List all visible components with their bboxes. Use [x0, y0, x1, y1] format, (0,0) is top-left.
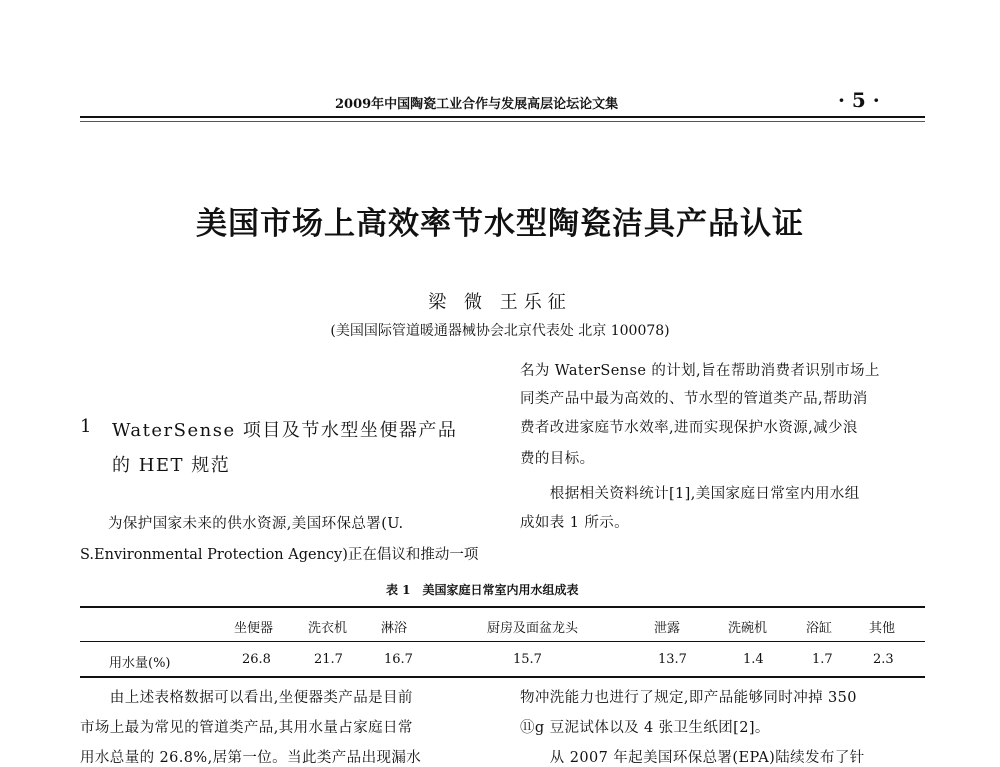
paragraph-line: 为保护国家未来的供水资源,美国环保总署(U. — [108, 516, 404, 532]
col-header: 坐便器 — [234, 621, 274, 636]
paragraph-line: ⑪g 豆泥试体以及 4 张卫生纸团[2]。 — [520, 720, 770, 736]
col-header: 厨房及面盆龙头 — [487, 621, 579, 636]
table-bottom-rule — [80, 676, 925, 678]
col-header: 洗碗机 — [728, 621, 768, 636]
table-caption: 表 1 美国家庭日常室内用水组成表 — [386, 583, 579, 597]
paragraph-line: 费者改进家庭节水效率,进而实现保护水资源,减少浪 — [520, 420, 858, 436]
col-header: 淋浴 — [381, 621, 408, 636]
paragraph-line: 市场上最为常见的管道类产品,其用水量占家庭日常 — [80, 720, 413, 736]
affiliation: (美国国际管道暖通器械协会北京代表处 北京 100078) — [330, 323, 670, 339]
cell-value: 1.4 — [743, 652, 764, 667]
paragraph-line: 成如表 1 所示。 — [520, 515, 630, 531]
cell-value: 1.7 — [812, 652, 833, 667]
table-top-rule — [80, 606, 925, 608]
cell-value: 21.7 — [314, 652, 343, 667]
paragraph-line: 费的目标。 — [520, 451, 595, 467]
cell-value: 15.7 — [513, 652, 542, 667]
cell-value: 2.3 — [873, 652, 894, 667]
paragraph-line: 根据相关资料统计[1],美国家庭日常室内用水组 — [520, 486, 860, 502]
paper-title: 美国市场上高效率节水型陶瓷洁具产品认证 — [196, 206, 804, 242]
col-header: 泄露 — [654, 621, 681, 636]
paragraph-line: 从 2007 年起美国环保总署(EPA)陆续发布了针 — [520, 750, 865, 766]
header-rule — [80, 116, 925, 118]
section-heading: WaterSense 项目及节水型坐便器产品 — [112, 420, 458, 441]
section-number: 1 — [80, 416, 93, 437]
paragraph-line: 名为 WaterSense 的计划,旨在帮助消费者识别市场上 — [520, 363, 880, 379]
paragraph-line: 同类产品中最为高效的、节水型的管道类产品,帮助消 — [520, 391, 868, 407]
table-mid-rule — [80, 641, 925, 642]
running-header: 2009年中国陶瓷工业合作与发展高层论坛论文集 — [335, 97, 619, 112]
cell-value: 16.7 — [384, 652, 413, 667]
paragraph-line: 由上述表格数据可以看出,坐便器类产品是目前 — [80, 690, 413, 706]
header-rule-thin — [80, 121, 925, 122]
col-header: 洗衣机 — [308, 621, 348, 636]
authors: 梁 微 王乐征 — [428, 292, 572, 313]
paragraph-line: S.Environmental Protection Agency)正在倡议和推动一项 — [80, 547, 479, 563]
paragraph-line: 物冲洗能力也进行了规定,即产品能够同时冲掉 350 — [520, 690, 857, 706]
row-label: 用水量(%) — [109, 656, 171, 671]
paragraph-line: 用水总量的 26.8%,居第一位。当此类产品出现漏水 — [80, 750, 422, 766]
col-header: 其他 — [869, 621, 896, 636]
section-heading-cont: 的 HET 规范 — [112, 455, 231, 476]
page-number: · 5 · — [838, 88, 880, 112]
cell-value: 13.7 — [658, 652, 687, 667]
cell-value: 26.8 — [242, 652, 271, 667]
col-header: 浴缸 — [806, 621, 833, 636]
